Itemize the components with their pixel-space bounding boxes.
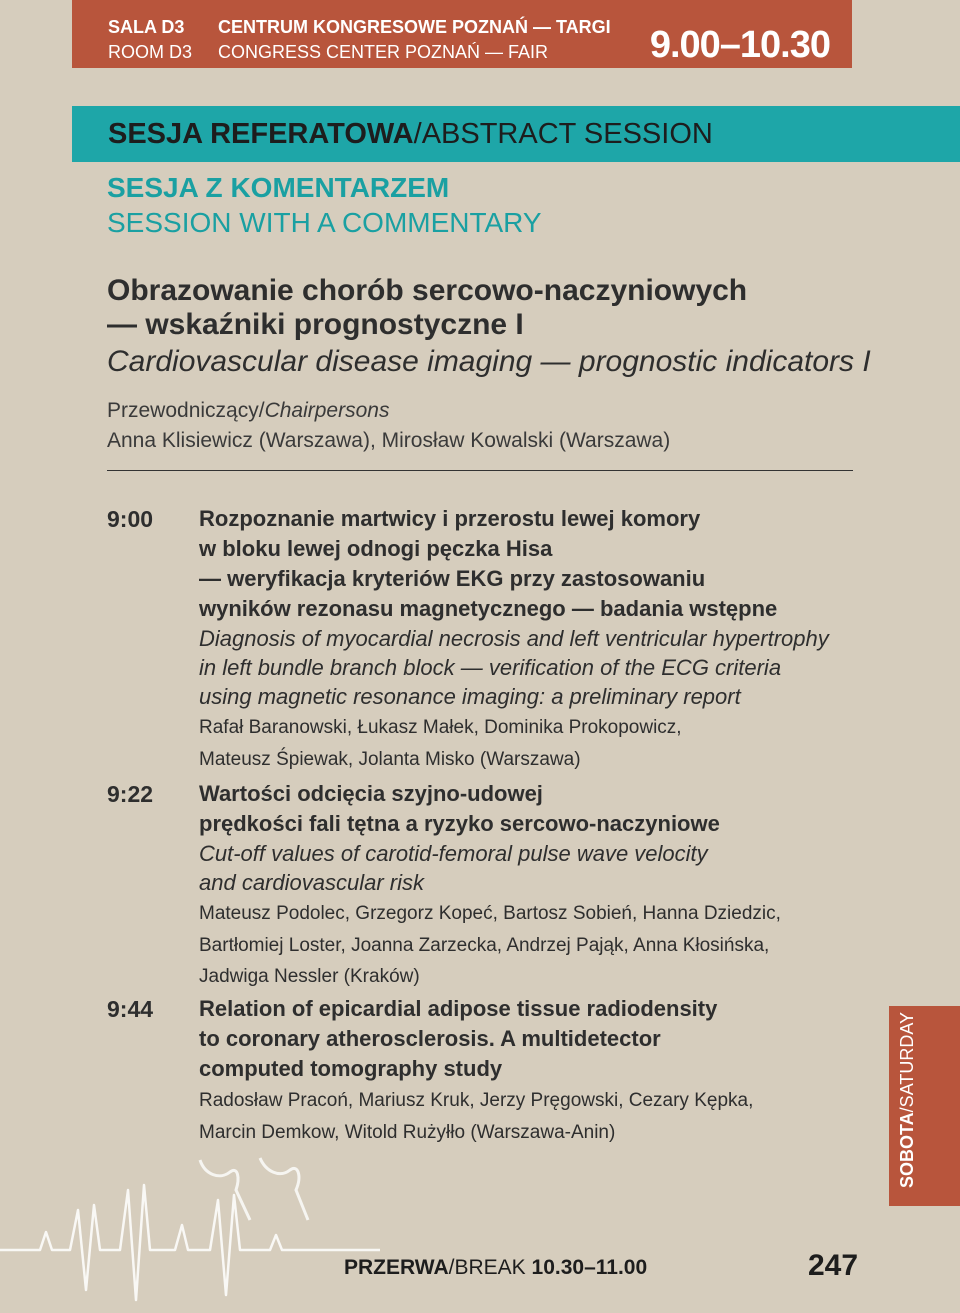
break-separator: / — [448, 1256, 455, 1279]
commentary-label-en: SESSION WITH A COMMENTARY — [107, 207, 542, 238]
talk-title-pl: Relation of epicardial adipose tissue radiodensity — [199, 996, 718, 1021]
talk-time: 9:00 — [107, 506, 154, 532]
session-type-label — [108, 118, 713, 151]
session-type-pl: SESJA REFERATOWA — [108, 118, 414, 150]
day-tab-label — [897, 1012, 918, 1188]
talk-title-pl: to coronary atherosclerosis. A multidetector — [199, 1026, 661, 1051]
chairpersons-label-pl: Przewodniczący/ — [107, 399, 265, 422]
talk-title-pl: w bloku lewej odnogi pęczka Hisa — [199, 536, 553, 561]
session-title-pl-line2: — wskaźniki prognostyczne I — [107, 308, 524, 341]
talk-title-en: Cut-off values of carotid-femoral pulse wave velocity — [199, 841, 708, 866]
talk-title-pl: computed tomography study — [199, 1056, 503, 1081]
chairpersons-names: Anna Klisiewicz (Warszawa), Mirosław Kowalski (Warszawa) — [107, 429, 671, 452]
talk-authors: Jadwiga Nessler (Kraków) — [199, 966, 420, 987]
talk-title-pl: Rozpoznanie martwicy i przerostu lewej komory — [199, 506, 701, 531]
talk-title-pl: — weryfikacja kryteriów EKG przy zastosowaniu — [199, 566, 706, 591]
day-tab-separator: / — [897, 1107, 917, 1113]
talk-title-pl: prędkości fali tętna a ryzyko sercowo-naczyniowe — [199, 811, 720, 836]
talk-authors: Bartłomiej Loster, Joanna Zarzecka, Andrzej Pająk, Anna Kłosińska, — [199, 934, 770, 956]
venue-label-pl: CENTRUM KONGRESOWE POZNAŃ — TARGI — [218, 17, 611, 37]
room-label-pl: SALA D3 — [108, 17, 185, 37]
talk-authors: Radosław Pracoń, Mariusz Kruk, Jerzy Pręgowski, Cezary Kępka, — [199, 1090, 754, 1111]
talk-authors: Mateusz Śpiewak, Jolanta Misko (Warszawa) — [199, 748, 581, 770]
break-info — [344, 1256, 647, 1280]
break-label-pl: PRZERWA — [344, 1256, 449, 1279]
commentary-label-pl: SESJA Z KOMENTARZEM — [107, 172, 450, 203]
break-time: 10.30–11.00 — [531, 1256, 648, 1279]
day-tab-pl: SOBOTA — [897, 1112, 917, 1188]
session-type-bar — [72, 106, 960, 162]
divider — [107, 470, 853, 471]
talk-title-en: using magnetic resonance imaging: a preliminary report — [199, 684, 741, 709]
talk-item — [199, 504, 839, 774]
session-type-en: ABSTRACT SESSION — [421, 118, 713, 150]
talk-item — [199, 779, 839, 992]
day-tab-en: SATURDAY — [897, 1011, 917, 1108]
talk-title-pl: wyników rezonasu magnetycznego — badania wstępne — [199, 596, 778, 621]
talk-authors: Mateusz Podolec, Grzegorz Kopeć, Bartosz Sobień, Hanna Dziedzic, — [199, 903, 781, 924]
session-title-pl-line1: Obrazowanie chorób sercowo-naczyniowych — [107, 274, 748, 307]
chairpersons-label — [107, 399, 389, 423]
talk-time: 9:44 — [107, 996, 154, 1022]
talk-authors: Marcin Demkow, Witold Rużyłło (Warszawa-Anin) — [199, 1121, 616, 1143]
header-bar — [72, 0, 852, 68]
day-tab — [889, 1006, 960, 1206]
venue-label-en: CONGRESS CENTER POZNAŃ — FAIR — [218, 42, 549, 62]
talk-time: 9:22 — [107, 781, 154, 807]
talk-title-en: Diagnosis of myocardial necrosis and left ventricular hypertrophy — [199, 626, 829, 651]
break-label-en: BREAK — [454, 1256, 526, 1279]
talk-title-en: in left bundle branch block — verification of the ECG criteria — [199, 655, 782, 680]
session-time: 9.00–10.30 — [649, 24, 830, 66]
ecg-decoration-icon — [0, 1150, 380, 1313]
session-type-separator: / — [413, 118, 422, 150]
room-label-en: ROOM D3 — [108, 42, 193, 62]
talk-title-en: and cardiovascular risk — [199, 870, 424, 895]
session-title-en: Cardiovascular disease imaging — prognostic indicators I — [107, 345, 871, 378]
talk-authors: Rafał Baranowski, Łukasz Małek, Dominika Prokopowicz, — [199, 717, 682, 738]
talk-item — [199, 994, 839, 1147]
chairpersons-label-en: Chairpersons — [264, 399, 390, 422]
page-number: 247 — [808, 1249, 859, 1282]
talk-title-pl: Wartości odcięcia szyjno-udowej — [199, 781, 543, 806]
